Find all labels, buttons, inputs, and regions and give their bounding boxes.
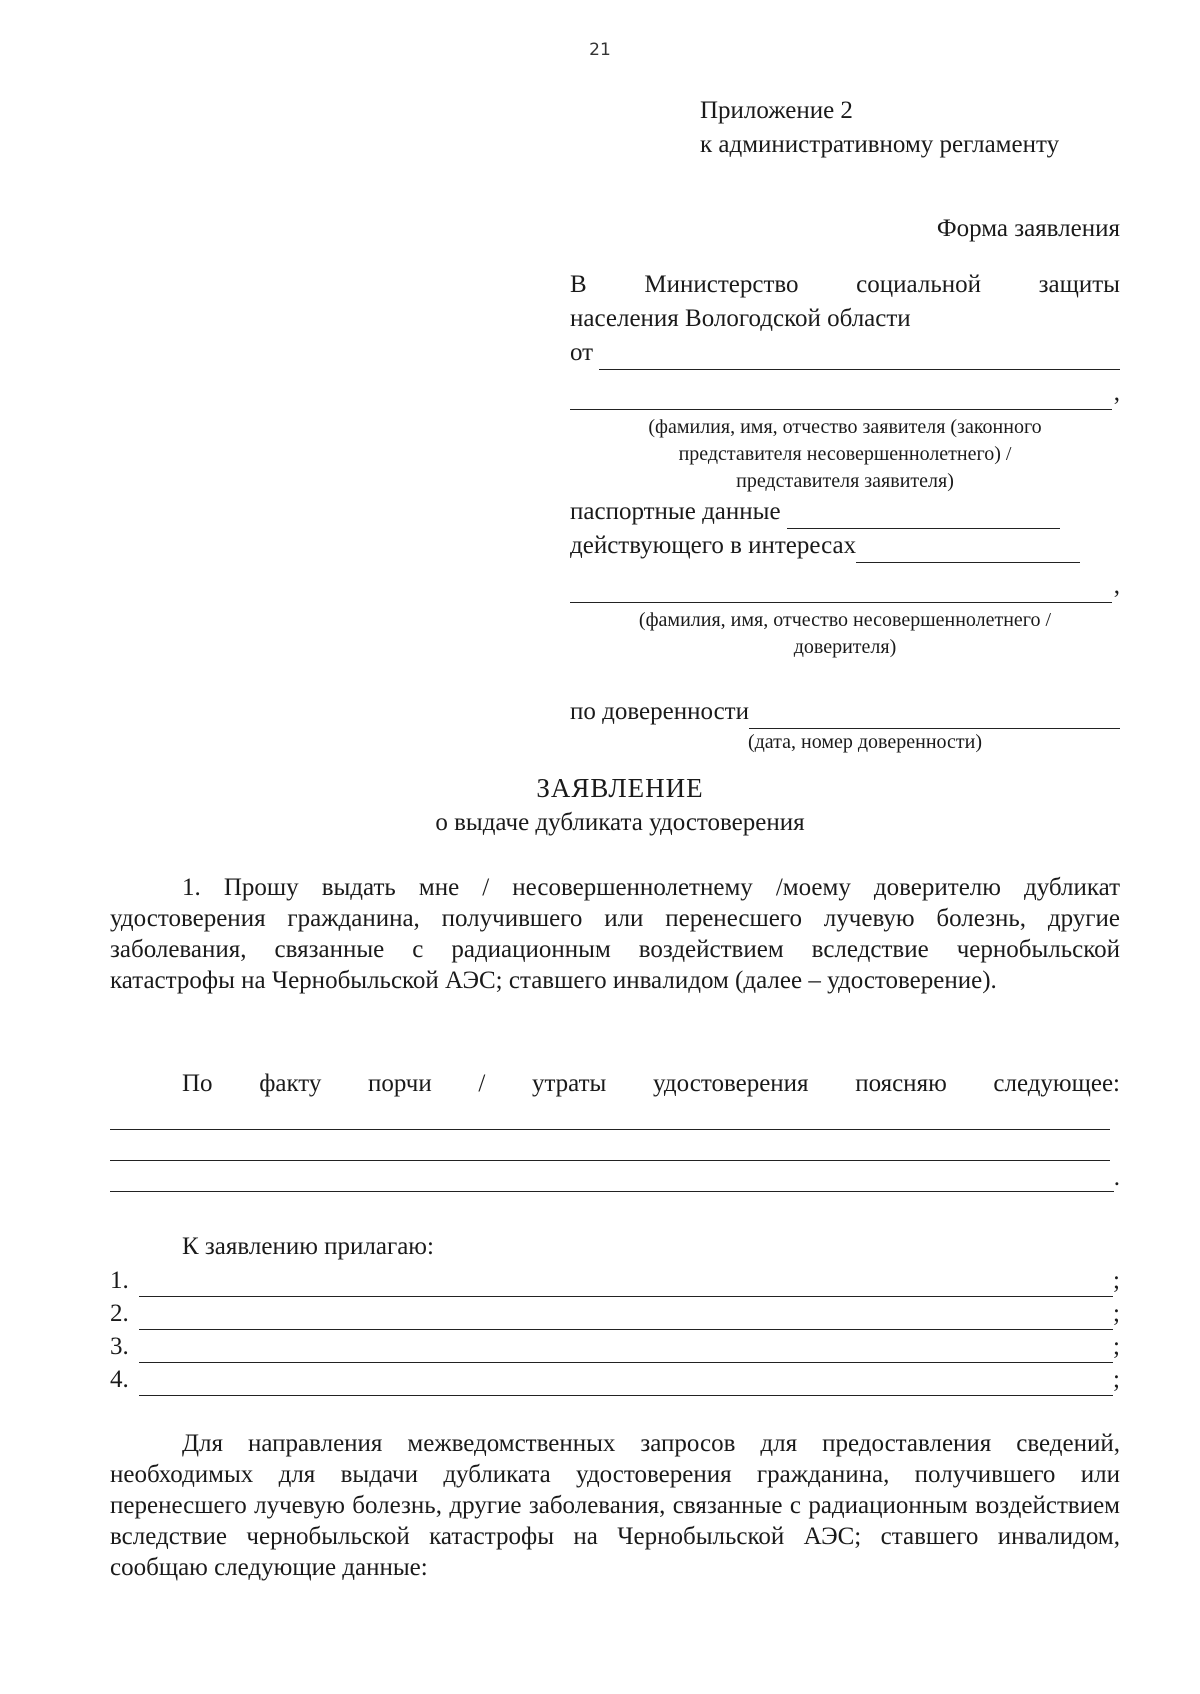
explain-word: удостоверения — [652, 1070, 809, 1097]
explain-word: факту — [259, 1070, 322, 1097]
attachments-block — [110, 1230, 1120, 1396]
proxy-row — [570, 695, 1120, 729]
minor-name-row — [570, 569, 1120, 603]
attachment-row — [110, 1330, 1120, 1363]
attachment-field[interactable] — [139, 1305, 1113, 1330]
explain-word: следующее: — [993, 1070, 1120, 1097]
from-label: от — [570, 339, 594, 366]
addressee-block — [570, 268, 1120, 756]
semicolon: ; — [1113, 1366, 1120, 1393]
attachment-field[interactable] — [139, 1272, 1113, 1297]
applicant-name-field[interactable] — [570, 383, 1112, 410]
semicolon: ; — [1113, 1333, 1120, 1360]
semicolon: ; — [1113, 1300, 1120, 1327]
appendix-line-2: к административному регламенту — [700, 131, 1060, 158]
explanation-block — [110, 1068, 1120, 1192]
proxy-label: по доверенности — [570, 698, 749, 725]
explain-word: поясняю — [855, 1070, 947, 1097]
caption-line: (фамилия, имя, отчество заявителя (законного — [648, 416, 1042, 438]
attachment-row — [110, 1264, 1120, 1297]
explain-word: утраты — [531, 1070, 607, 1097]
explain-word: порчи — [368, 1070, 432, 1097]
addressee-word: Министерство — [644, 271, 799, 298]
caption-line: (фамилия, имя, отчество несовершеннолетнего / — [638, 609, 1052, 631]
addressee-word: В — [570, 271, 587, 298]
passport-label: паспортные данные — [570, 498, 781, 525]
addressee-line-2: населения Вологодской области — [570, 305, 911, 332]
attachment-number: 4. — [110, 1366, 129, 1393]
addressee-line-1 — [570, 268, 1120, 302]
acting-row — [570, 529, 1080, 563]
explain-word: По — [182, 1070, 213, 1097]
minor-name-field[interactable] — [570, 576, 1112, 603]
explain-word: / — [478, 1070, 486, 1097]
caption-line: представителя несовершеннолетнего) / — [678, 443, 1012, 465]
explanation-line-3-row — [110, 1161, 1120, 1192]
addressee-word: социальной — [856, 271, 981, 298]
acting-label: действующего в интересах — [570, 532, 857, 559]
from-field[interactable] — [599, 343, 1120, 370]
minor-caption — [570, 607, 1120, 661]
caption-line: доверителя) — [793, 636, 897, 658]
attachment-number: 2. — [110, 1300, 129, 1327]
attachment-number: 3. — [110, 1333, 129, 1360]
semicolon: ; — [1113, 1267, 1120, 1294]
attachment-row — [110, 1363, 1120, 1396]
proxy-field[interactable] — [749, 702, 1120, 729]
period: . — [1113, 1164, 1120, 1191]
document-title-block — [0, 770, 1200, 840]
from-row — [570, 336, 1120, 370]
page-number: 21 — [589, 40, 611, 60]
applicant-name-row — [570, 376, 1120, 410]
attachment-field[interactable] — [139, 1371, 1113, 1396]
appendix-header — [700, 94, 1059, 162]
explanation-line-3[interactable] — [110, 1161, 1114, 1192]
form-label: Форма заявления — [936, 215, 1120, 242]
request-paragraph: 1. Прошу выдать мне / несовершеннолетнему /моему доверителю дубликат удостоверения гражданина, получившего или перенесшего лучевую болезнь, другие заболевания, связанные с радиационным воздействием вследствие чернобыльской катастрофы на Чернобыльской АЭС; ставшего инвалидом (далее – удостоверение). — [110, 874, 1120, 994]
caption-line: представителя заявителя) — [736, 470, 954, 492]
proxy-caption: (дата, номер доверенности) — [747, 731, 983, 753]
comma: , — [1113, 379, 1120, 406]
explanation-line-1[interactable] — [110, 1099, 1110, 1130]
attachment-field[interactable] — [139, 1338, 1113, 1363]
document-subtitle: о выдаче дубликата удостоверения — [435, 809, 805, 836]
applicant-caption — [570, 414, 1120, 495]
attachment-number: 1. — [110, 1267, 129, 1294]
attachment-row — [110, 1297, 1120, 1330]
attachments-label: К заявлению прилагаю: — [182, 1233, 434, 1260]
explanation-line-2[interactable] — [110, 1130, 1110, 1161]
document-title: ЗАЯВЛЕНИЕ — [536, 773, 704, 803]
interagency-paragraph: Для направления межведомственных запросов для предоставления сведений, необходимых для выдачи дубликата удостоверения гражданина, получившего или перенесшего лучевую болезнь, другие заболевания, связанные с радиационным воздействием вследствие чернобыльской катастрофы на Чернобыльской АЭС; ставшего инвалидом, сообщаю следующие данные: — [110, 1430, 1120, 1581]
acting-field[interactable] — [856, 536, 1080, 563]
passport-field[interactable] — [787, 502, 1060, 529]
explanation-label — [110, 1068, 1120, 1099]
comma: , — [1113, 572, 1120, 599]
passport-row — [570, 495, 1060, 529]
appendix-line-1: Приложение 2 — [700, 97, 853, 124]
addressee-word: защиты — [1038, 271, 1120, 298]
